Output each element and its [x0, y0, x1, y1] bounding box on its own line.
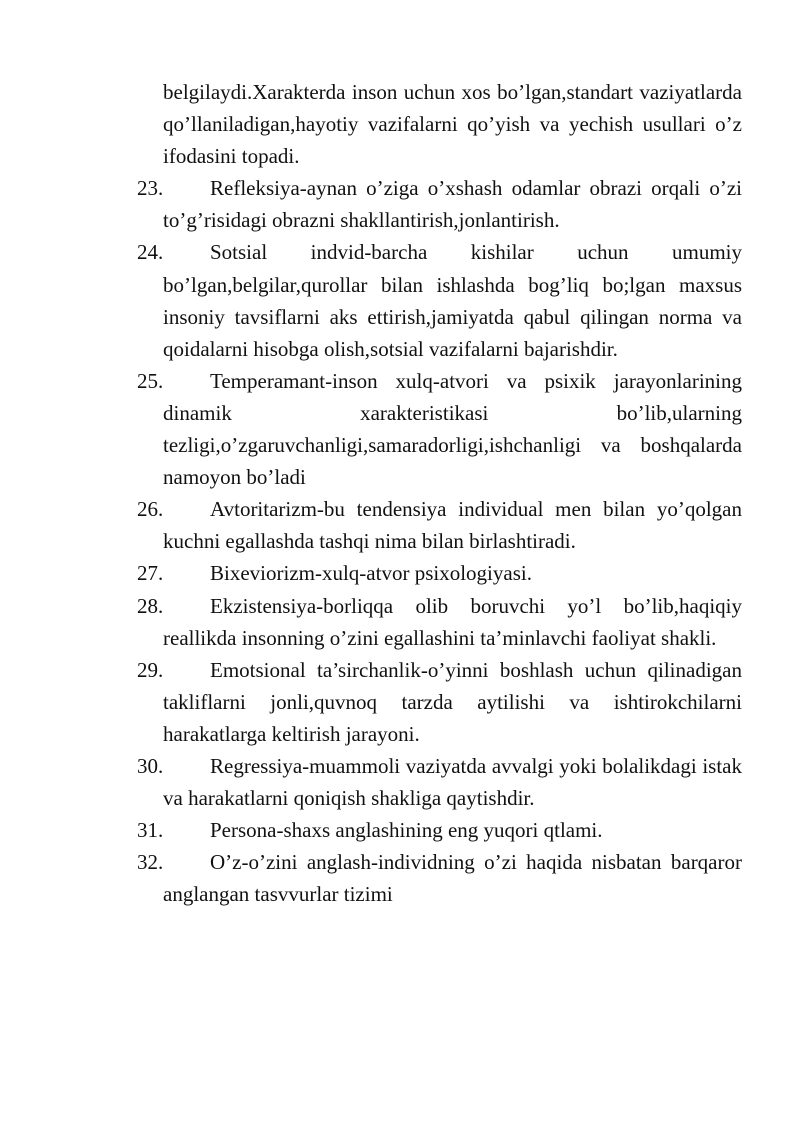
- list-item: [137, 846, 742, 910]
- list-item: [137, 493, 742, 557]
- item-number: 29.: [137, 657, 164, 682]
- item-number: 25.: [137, 368, 164, 393]
- item-text: Regressiya-muammoli vaziyatda avvalgi yoki bolalikdagi istak va harakatlarni qoniqish shakliga qaytishdir.: [163, 753, 742, 811]
- continued-paragraph: belgilaydi.Xarakterda inson uchun xos bo’lgan,standart vaziyatlarda qo’llaniladigan,hayotiy vazifalarni qo’yish va yechish usullari o’z ifodasini topadi.: [163, 80, 742, 169]
- item-text: Ekzistensiya-borliqqa olib boruvchi yo’l bo’lib,haqiqiy reallikda insonning o’zini egallashini ta’minlavchi faoliyat shakli.: [163, 593, 742, 650]
- item-number: 27.: [137, 561, 164, 586]
- item-text: Avtoritarizm-bu tendensiya individual men bilan yo’qolgan kuchni egallashda tashqi nima bilan birlashtiradi.: [163, 497, 742, 554]
- item-text: Emotsional ta’sirchanlik-o’yinni boshlash uchun qilinadigan takliflarni jonli,quvnoq tarzda aytilishi va ishtirokchilarni harakatlarga keltirish jarayoni.: [163, 657, 742, 746]
- item-number: 24.: [137, 240, 164, 265]
- list-item: [137, 557, 742, 589]
- item-text: Temperamant-inson xulq-atvori va psixik jarayonlarining dinamik xarakteristikasi bo’lib,ularning tezligi,o’zgaruvchanligi,samaradorligi,ishchanligi va boshqalarda namoyon bo’ladi: [163, 368, 742, 490]
- item-text: Bixeviorizm-xulq-atvor psixologiyasi.: [210, 561, 532, 586]
- item-number: 32.: [137, 850, 164, 875]
- item-number: 28.: [137, 593, 164, 618]
- item-number: 30.: [137, 753, 164, 778]
- list-item: [137, 750, 742, 814]
- document-body: [137, 76, 742, 910]
- item-text: O’z-o’zini anglash-individning o’zi haqida nisbatan barqaror anglangan tasvvurlar tizimi: [163, 850, 742, 907]
- item-number: 23.: [137, 176, 164, 201]
- item-text: Sotsial indvid-barcha kishilar uchun umumiy bo’lgan,belgilar,qurollar bilan ishlashda bog’liq bo;lgan maxsus insoniy tavsiflarni aks ettirish,jamiyatda qabul qilingan norma va qoidalarni hisobga olish,sotsial vazifalarni bajarishdir.: [163, 240, 742, 361]
- item-number: 26.: [137, 497, 164, 522]
- list-item: [137, 590, 742, 654]
- item-text: Persona-shaxs anglashining eng yuqori qtlami.: [210, 818, 603, 843]
- item-text: Refleksiya-aynan o’ziga o’xshash odamlar obrazi orqali o’zi to’g’risidagi obrazni shakllantirish,jonlantirish.: [163, 176, 742, 233]
- list-item: [137, 365, 742, 493]
- item-number: 31.: [137, 818, 164, 843]
- list-item: [137, 236, 742, 364]
- list-item: [137, 172, 742, 236]
- list-item: [137, 654, 742, 750]
- list-item: [137, 814, 742, 846]
